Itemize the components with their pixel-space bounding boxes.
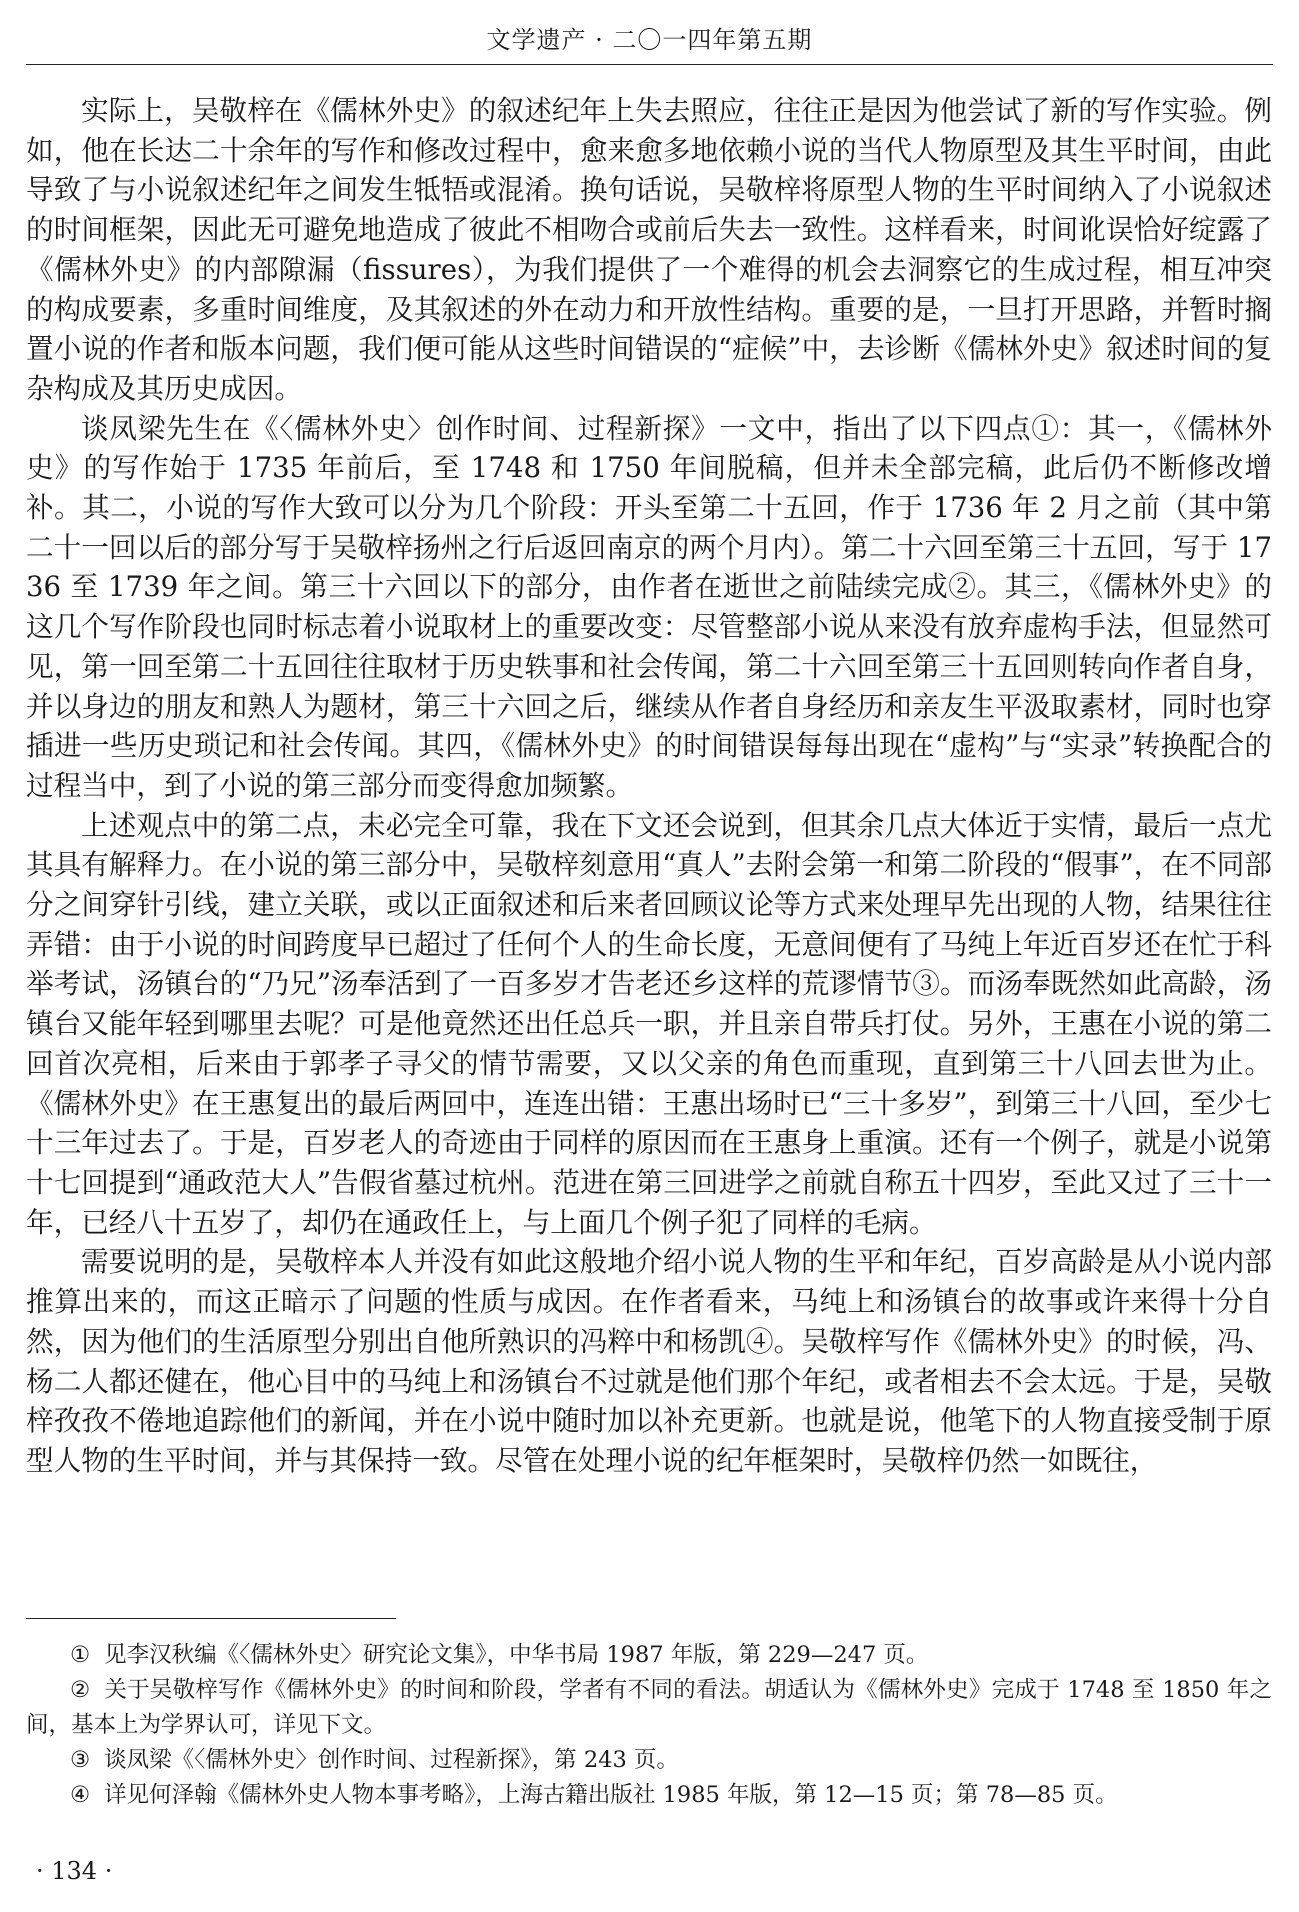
header-divider: [26, 64, 1273, 65]
footnote-text: 见李汉秋编《〈儒林外史〉研究论文集》，中华书局 1987 年版，第 229—247 页。: [104, 1642, 929, 1668]
paragraph: 上述观点中的第二点，未必完全可靠，我在下文还会说到，但其余几点大体近于实情，最后一点尤其具有解释力。在小说的第三部分中，吴敬梓刻意用“真人”去附会第一和第二阶段的“假事”，在不同部分之间穿针引线，建立关联，或以正面叙述和后来者回顾议论等方式来处理早先出现的人物，结果往往弄错：由于小说的时间跨度早已超过了任何个人的生命长度，无意间便有了马纯上年近百岁还在忙于科举考试，汤镇台的“乃兄”汤奉活到了一百多岁才告老还乡这样的荒谬情节③。而汤奉既然如此高龄，汤镇台又能年轻到哪里去呢？可是他竟然还出任总兵一职，并且亲自带兵打仗。另外，王惠在小说的第二回首次亮相，后来由于郭孝子寻父的情节需要，又以父亲的角色而重现，直到第三十八回去世为止。《儒林外史》在王惠复出的最后两回中，连连出错：王惠出场时已“三十多岁”，到第三十八回，至少七十三年过去了。于是，百岁老人的奇迹由于同样的原因而在王惠身上重演。还有一个例子，就是小说第十七回提到“通政范大人”告假省墓过杭州。范进在第三回进学之前就自称五十四岁，至此又过了三十一年，已经八十五岁了，却仍在通政任上，与上面几个例子犯了同样的毛病。: [26, 808, 1272, 1239]
footnote-marker: ①: [70, 1642, 91, 1668]
running-header: 文学遗产 · 二〇一四年第五期: [486, 26, 813, 54]
paragraph: 谈凤梁先生在《〈儒林外史〉创作时间、过程新探》一文中，指出了以下四点①：其一，《儒林外史》的写作始于 1735 年前后，至 1748 和 1750 年间脱稿，但并未全部完稿，此后仍不断修改增补。其二，小说的写作大致可以分为几个阶段：开头至第二十五回，作于 1736 年 2 月之前（其中第二十一回以后的部分写于吴敬梓扬州之行后返回南京的两个月内）。第二十六回至第三十五回，写于 1736 至 1739 年之间。第三十六回以下的部分，由作者在逝世之前陆续完成②。其三，《儒林外史》的这几个写作阶段也同时标志着小说取材上的重要改变：尽管整部小说从来没有放弃虚构手法，但显然可见，第一回至第二十五回往往取材于历史轶事和社会传闻，第二十六回至第三十五回则转向作者自身，并以身边的朋友和熟人为题材，第三十六回之后，继续从作者自身经历和亲友生平汲取素材，同时也穿插进一些历史琐记和社会传闻。其四，《儒林外史》的时间错误每每出现在“虚构”与“实录”转换配合的过程当中，到了小说的第三部分而变得愈加频繁。: [26, 411, 1272, 802]
footnotes: [26, 1638, 1272, 1813]
footnote-divider: [26, 1618, 396, 1619]
footnote-text: 谈凤梁《〈儒林外史〉创作时间、过程新探》，第 243 页。: [104, 1747, 679, 1773]
footnote-marker: ②: [70, 1677, 91, 1703]
footnote-marker: ③: [70, 1747, 91, 1773]
body-text: [26, 91, 1272, 1481]
paragraph: 实际上，吴敬梓在《儒林外史》的叙述纪年上失去照应，往往正是因为他尝试了新的写作实验。例如，他在长达二十余年的写作和修改过程中，愈来愈多地依赖小说的当代人物原型及其生平时间，由此导致了与小说叙述纪年之间发生牴牾或混淆。换句话说，吴敬梓将原型人物的生平时间纳入了小说叙述的时间框架，因此无可避免地造成了彼此不相吻合或前后失去一致性。这样看来，时间讹误恰好绽露了《儒林外史》的内部隙漏（fissures），为我们提供了一个难得的机会去洞察它的生成过程，相互冲突的构成要素，多重时间维度，及其叙述的外在动力和开放性结构。重要的是，一旦打开思路，并暂时搁置小说的作者和版本问题，我们便可能从这些时间错误的“症候”中，去诊断《儒林外史》叙述时间的复杂构成及其历史成因。: [26, 94, 1272, 405]
footnote: [26, 1673, 1272, 1743]
footnote-text: 详见何泽翰《儒林外史人物本事考略》，上海古籍出版社 1985 年版，第 12—15 页；第 78—85 页。: [104, 1782, 1118, 1808]
paragraph: 需要说明的是，吴敬梓本人并没有如此这般地介绍小说人物的生平和年纪，百岁高龄是从小说内部推算出来的，而这正暗示了问题的性质与成因。在作者看来，马纯上和汤镇台的故事或许来得十分自然，因为他们的生活原型分别出自他所熟识的冯粹中和杨凯④。吴敬梓写作《儒林外史》的时候，冯、杨二人都还健在，他心目中的马纯上和汤镇台不过就是他们那个年纪，或者相去不会太远。于是，吴敬梓孜孜不倦地追踪他们的新闻，并在小说中随时加以补充更新。也就是说，他笔下的人物直接受制于原型人物的生平时间，并与其保持一致。尽管在处理小说的纪年框架时，吴敬梓仍然一如既往，: [26, 1245, 1272, 1477]
footnote: [26, 1638, 1272, 1673]
footnote-marker: ④: [70, 1782, 91, 1808]
page-number: · 134 ·: [36, 1857, 113, 1885]
footnote: [26, 1778, 1272, 1813]
footnote-text: 关于吴敬梓写作《儒林外史》的时间和阶段，学者有不同的看法。胡适认为《儒林外史》完成于 1748 至 1850 年之间，基本上为学界认可，详见下文。: [26, 1677, 1272, 1738]
footnote: [26, 1743, 1272, 1778]
